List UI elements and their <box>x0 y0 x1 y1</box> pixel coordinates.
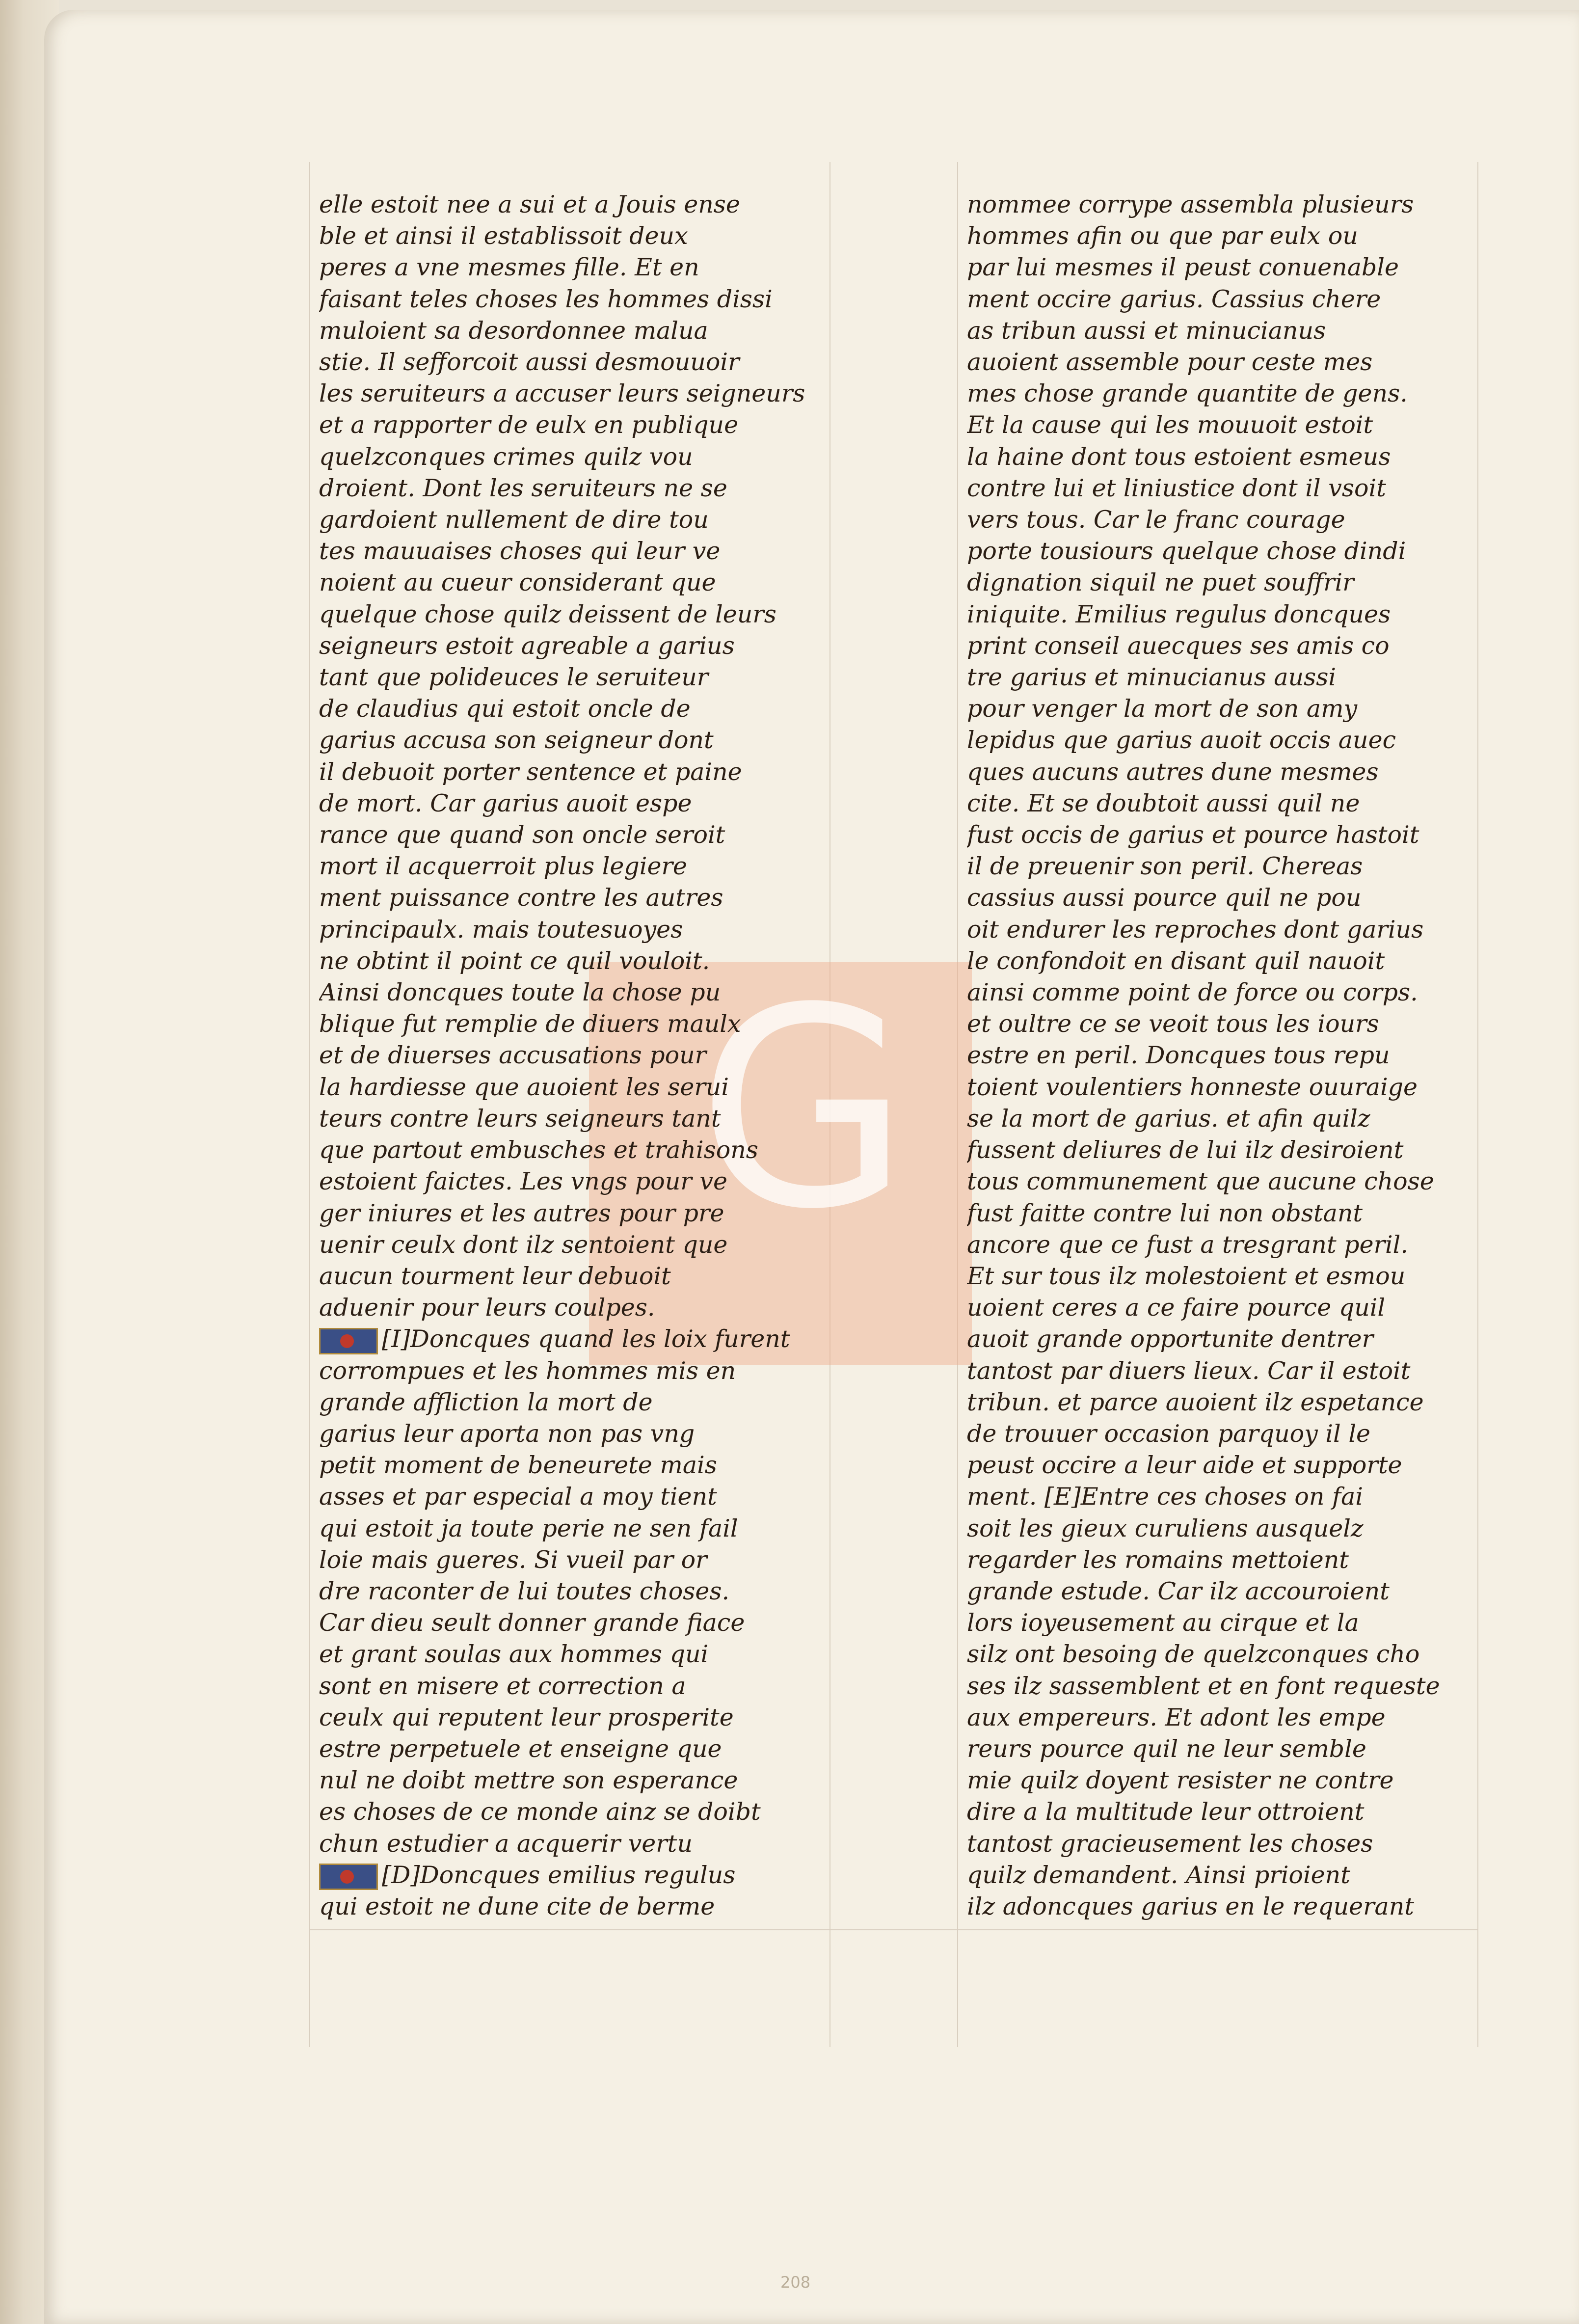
text-line <box>967 252 1482 283</box>
text-line-content: regarder les romains mettoient <box>967 1545 1349 1574</box>
text-line-content: ancore que ce fust a tresgrant peril. <box>967 1230 1408 1259</box>
text-line <box>967 1576 1482 1607</box>
illuminated-initial <box>319 1328 378 1354</box>
text-line-content: stie. Il sefforcoit aussi desmouuoir <box>319 348 740 377</box>
text-line <box>319 1261 834 1292</box>
text-line-content: la haine dont tous estoient esmeus <box>967 442 1391 471</box>
text-line <box>319 1292 834 1324</box>
text-line <box>319 315 834 347</box>
text-line-content: le confondoit en disant quil nauoit <box>967 946 1385 975</box>
text-line <box>967 914 1482 946</box>
text-column-left <box>319 189 834 1922</box>
text-line <box>967 1607 1482 1639</box>
text-line-content: et grant soulas aux hommes qui <box>319 1640 709 1669</box>
text-line-content: fust faitte contre lui non obstant <box>967 1199 1363 1227</box>
text-line-content: ger iniures et les autres pour pre <box>319 1199 724 1227</box>
watermark-glyph: G <box>697 949 910 1270</box>
text-line-content: estoient faictes. Les vngs pour ve <box>319 1167 727 1196</box>
text-line <box>967 347 1482 378</box>
text-line-content: que partout embusches et trahisons <box>319 1136 758 1164</box>
text-line <box>319 1702 834 1733</box>
text-line <box>967 1860 1482 1891</box>
text-line-content: les seruiteurs a accuser leurs seigneurs <box>319 379 805 408</box>
text-line-content: garius accusa son seigneur dont <box>319 726 714 755</box>
text-line-content: dre raconter de lui toutes choses. <box>319 1577 730 1605</box>
text-line-content: dire a la multitude leur ottroient <box>967 1798 1365 1826</box>
text-line-content: estre en peril. Doncques tous repu <box>967 1041 1390 1070</box>
text-line-content: teurs contre leurs seigneurs tant <box>319 1104 721 1133</box>
text-line-content: porte tousiours quelque chose dindi <box>967 537 1406 566</box>
text-line <box>967 1796 1482 1828</box>
text-line-content: noient au cueur considerant que <box>319 568 716 597</box>
text-line <box>967 567 1482 598</box>
text-line <box>319 914 834 946</box>
text-line <box>967 409 1482 441</box>
text-line-content: aux empereurs. Et adont les empe <box>967 1703 1386 1731</box>
text-line <box>967 1261 1482 1292</box>
text-line <box>967 1198 1482 1229</box>
text-line-content: Car dieu seult donner grande fiace <box>319 1609 745 1637</box>
text-line <box>967 946 1482 977</box>
text-line <box>967 788 1482 819</box>
text-line <box>319 1733 834 1765</box>
text-line-content: ceulx qui reputent leur prosperite <box>319 1703 734 1731</box>
text-line <box>319 977 834 1008</box>
text-line <box>967 1355 1482 1387</box>
text-line-content: cite. Et se doubtoit aussi quil ne <box>967 789 1360 817</box>
text-line-content: vers tous. Car le franc courage <box>967 506 1345 534</box>
text-line <box>967 819 1482 851</box>
text-line-content: blique fut remplie de diuers maulx <box>319 1010 741 1038</box>
text-line <box>967 1166 1482 1197</box>
text-line <box>319 1387 834 1418</box>
text-line-content: lors ioyeusement au cirque et la <box>967 1609 1359 1637</box>
text-line <box>319 220 834 252</box>
text-line <box>967 473 1482 504</box>
text-line <box>319 819 834 851</box>
text-line-content: et a rapporter de eulx en publique <box>319 411 739 439</box>
text-line <box>967 599 1482 630</box>
text-line <box>967 1103 1482 1135</box>
folio-number: 208 <box>780 2273 811 2292</box>
text-line <box>319 1481 834 1513</box>
text-line-content: loie mais gueres. Si vueil par or <box>319 1545 707 1574</box>
text-line-content: ment occire garius. Cassius chere <box>967 285 1381 313</box>
text-line <box>967 441 1482 473</box>
text-line-content: muloient sa desordonnee malua <box>319 316 708 345</box>
text-line <box>319 662 834 693</box>
text-line <box>967 630 1482 662</box>
text-line <box>967 1544 1482 1576</box>
text-line <box>967 1072 1482 1103</box>
text-line <box>967 1513 1482 1544</box>
text-line-content: uenir ceulx dont ilz sentoient que <box>319 1230 728 1259</box>
text-line <box>967 315 1482 347</box>
text-line <box>319 1639 834 1670</box>
text-line-content: silz ont besoing de quelzconques cho <box>967 1640 1420 1669</box>
text-line-content: principaulx. mais toutesuoyes <box>319 915 683 944</box>
text-line-content: chun estudier a acquerir vertu <box>319 1829 693 1858</box>
text-line-content: uoient ceres a ce faire pource quil <box>967 1294 1386 1322</box>
text-line-content: ainsi comme point de force ou corps. <box>967 978 1418 1007</box>
text-line <box>967 1639 1482 1670</box>
text-line <box>319 284 834 315</box>
text-line <box>319 1103 834 1135</box>
text-line <box>967 1135 1482 1166</box>
text-line-content: es choses de ce monde ainz se doibt <box>319 1798 761 1826</box>
text-line-content: et de diuerses accusations pour <box>319 1041 707 1070</box>
text-line-content: quelzconques crimes quilz vou <box>319 442 693 471</box>
text-line-content: gardoient nullement de dire tou <box>319 506 709 534</box>
text-line-content: ques aucuns autres dune mesmes <box>967 757 1379 786</box>
text-line-content: il de preuenir son peril. Chereas <box>967 852 1363 881</box>
text-line-content: garius leur aporta non pas vng <box>319 1419 695 1448</box>
text-line <box>967 220 1482 252</box>
text-line-content: rance que quand son oncle seroit <box>319 821 725 849</box>
text-line-content: mie quilz doyent resister ne contre <box>967 1766 1394 1795</box>
text-line-content: ses ilz sassemblent et en font requeste <box>967 1672 1440 1700</box>
text-line <box>967 504 1482 536</box>
text-line-content: [I]Doncques quand les loix furent <box>382 1325 790 1353</box>
text-line <box>967 1387 1482 1418</box>
text-line <box>319 725 834 756</box>
text-line <box>967 1828 1482 1860</box>
text-line-content: ilz adoncques garius en le requerant <box>967 1892 1415 1920</box>
text-line <box>319 1008 834 1040</box>
text-column-right <box>967 189 1482 1922</box>
text-line-content: cassius aussi pource quil ne pou <box>967 884 1362 912</box>
text-line <box>319 851 834 882</box>
text-line-content: toient voulentiers honneste ouuraige <box>967 1073 1418 1101</box>
text-line <box>967 1008 1482 1040</box>
text-line <box>967 1481 1482 1513</box>
text-line-content: et oultre ce se veoit tous les iours <box>967 1010 1379 1038</box>
ruling-line <box>309 1929 1478 1930</box>
text-line <box>319 1198 834 1229</box>
text-line <box>319 1513 834 1544</box>
text-line <box>319 409 834 441</box>
text-line-content: print conseil auecques ses amis co <box>967 631 1390 660</box>
text-line-content: droient. Dont les seruiteurs ne se <box>319 474 727 502</box>
text-line-content: grande affliction la mort de <box>319 1388 653 1416</box>
illuminated-initial <box>319 1864 378 1890</box>
text-line-content: corrompues et les hommes mis en <box>319 1356 736 1385</box>
text-line <box>967 1292 1482 1324</box>
text-line-content: mes chose grande quantite de gens. <box>967 379 1408 408</box>
text-line <box>967 1702 1482 1733</box>
text-line-content: Et sur tous ilz molestoient et esmou <box>967 1262 1406 1290</box>
text-line <box>319 1544 834 1576</box>
text-line <box>967 662 1482 693</box>
text-line <box>967 189 1482 220</box>
text-line <box>319 1860 834 1891</box>
text-line-content: tribun. et parce auoient ilz espetance <box>967 1388 1424 1416</box>
text-line <box>967 284 1482 315</box>
text-line <box>967 536 1482 567</box>
text-line <box>319 1166 834 1197</box>
text-line <box>967 1040 1482 1071</box>
text-line <box>319 1324 834 1355</box>
text-line <box>319 1450 834 1481</box>
text-line-content: nommee corrype assembla plusieurs <box>967 190 1414 218</box>
text-line-content: iniquite. Emilius regulus doncques <box>967 600 1391 628</box>
text-line-content: asses et par especial a moy tient <box>319 1483 717 1511</box>
text-line <box>319 504 834 536</box>
text-line <box>319 1765 834 1796</box>
text-line-content: ne obtint il point ce quil vouloit. <box>319 946 710 975</box>
text-line <box>319 1671 834 1702</box>
text-line-content: quilz demandent. Ainsi prioient <box>967 1861 1350 1889</box>
text-line <box>319 1072 834 1103</box>
text-line <box>967 1418 1482 1450</box>
text-line-content: Ainsi doncques toute la chose pu <box>319 978 721 1007</box>
text-line-content: pour venger la mort de son amy <box>967 695 1358 723</box>
text-line <box>967 725 1482 756</box>
text-line-content: tre garius et minucianus aussi <box>967 663 1337 692</box>
text-line-content: peust occire a leur aide et supporte <box>967 1451 1402 1480</box>
text-line-content: quelque chose quilz deissent de leurs <box>319 600 776 628</box>
text-line <box>319 788 834 819</box>
text-line <box>967 851 1482 882</box>
ruling-line <box>309 162 310 2047</box>
text-line-content: de mort. Car garius auoit espe <box>319 789 692 817</box>
text-line-content: hommes afin ou que par eulx ou <box>967 222 1358 250</box>
text-line-content: dignation siquil ne puet souffrir <box>967 568 1354 597</box>
text-line <box>967 977 1482 1008</box>
text-line <box>967 1891 1482 1922</box>
text-line <box>319 1891 834 1922</box>
text-line <box>319 441 834 473</box>
text-line-content: reurs pource quil ne leur semble <box>967 1734 1366 1763</box>
text-line-content: tantost gracieusement les choses <box>967 1829 1373 1858</box>
text-line <box>967 1229 1482 1261</box>
text-line-content: il debuoit porter sentence et paine <box>319 757 742 786</box>
text-line-content: [D]Doncques emilius regulus <box>382 1861 736 1889</box>
text-line-content: la hardiesse que auoient les serui <box>319 1073 729 1101</box>
text-line <box>319 536 834 567</box>
text-line <box>319 599 834 630</box>
text-line <box>319 378 834 409</box>
text-line <box>967 693 1482 725</box>
text-line-content: elle estoit nee a sui et a Jouis ense <box>319 190 740 218</box>
text-line-content: estre perpetuele et enseigne que <box>319 1734 722 1763</box>
text-line-content: petit moment de beneurete mais <box>319 1451 717 1480</box>
text-line <box>319 946 834 977</box>
text-line-content: tantost par diuers lieux. Car il estoit <box>967 1356 1411 1385</box>
text-line <box>319 1607 834 1639</box>
text-line-content: lepidus que garius auoit occis auec <box>967 726 1396 755</box>
text-line-content: de trouuer occasion parquoy il le <box>967 1419 1370 1448</box>
text-line-content: ble et ainsi il establissoit deux <box>319 222 688 250</box>
text-line-content: auoient assemble pour ceste mes <box>967 348 1373 377</box>
text-line-content: auoit grande opportunite dentrer <box>967 1325 1374 1353</box>
text-line <box>967 1324 1482 1355</box>
text-line-content: par lui mesmes il peust conuenable <box>967 253 1399 282</box>
text-line <box>319 567 834 598</box>
text-line <box>967 882 1482 914</box>
text-line <box>319 1355 834 1387</box>
text-line-content: qui estoit ja toute perie ne sen fail <box>319 1514 738 1542</box>
text-line <box>319 882 834 914</box>
text-line <box>967 1671 1482 1702</box>
text-line <box>319 189 834 220</box>
text-line-content: aduenir pour leurs coulpes. <box>319 1294 655 1322</box>
text-line <box>967 1765 1482 1796</box>
text-line-content: mort il acquerroit plus legiere <box>319 852 687 881</box>
text-line-content: soit les gieux curuliens ausquelz <box>967 1514 1364 1542</box>
text-line <box>319 1135 834 1166</box>
text-line <box>319 757 834 788</box>
text-line <box>319 1796 834 1828</box>
text-line <box>319 347 834 378</box>
text-line-content: as tribun aussi et minucianus <box>967 316 1326 345</box>
text-line-content: ment. [E]Entre ces choses on fai <box>967 1483 1364 1511</box>
text-line-content: fust occis de garius et pource hastoit <box>967 821 1419 849</box>
text-line <box>319 693 834 725</box>
text-line-content: seigneurs estoit agreable a garius <box>319 631 735 660</box>
text-line <box>967 1733 1482 1765</box>
text-line-content: contre lui et liniustice dont il vsoit <box>967 474 1386 502</box>
text-line-content: fussent deliures de lui ilz desiroient <box>967 1136 1404 1164</box>
text-line <box>319 1418 834 1450</box>
text-line <box>319 473 834 504</box>
text-line <box>319 1576 834 1607</box>
text-line <box>967 757 1482 788</box>
text-line-content: grande estude. Car ilz accouroient <box>967 1577 1390 1605</box>
text-line <box>319 1828 834 1860</box>
text-line-content: ment puissance contre les autres <box>319 884 723 912</box>
text-line-content: peres a vne mesmes fille. Et en <box>319 253 699 282</box>
text-line <box>319 252 834 283</box>
text-line <box>319 630 834 662</box>
text-line <box>319 1229 834 1261</box>
text-line-content: de claudius qui estoit oncle de <box>319 695 691 723</box>
text-line-content: faisant teles choses les hommes dissi <box>319 285 773 313</box>
text-line-content: qui estoit ne dune cite de berme <box>319 1892 715 1920</box>
text-line-content: sont en misere et correction a <box>319 1672 686 1700</box>
text-line <box>967 378 1482 409</box>
text-line-content: oit endurer les reproches dont garius <box>967 915 1424 944</box>
text-line-content: Et la cause qui les mouuoit estoit <box>967 411 1373 439</box>
text-line-content: aucun tourment leur debuoit <box>319 1262 671 1290</box>
text-line <box>967 1450 1482 1481</box>
text-line <box>319 1040 834 1071</box>
text-line-content: tant que polideuces le seruiteur <box>319 663 709 692</box>
text-line-content: tes mauuaises choses qui leur ve <box>319 537 721 566</box>
text-line-content: tous communement que aucune chose <box>967 1167 1434 1196</box>
text-line-content: se la mort de garius. et afin quilz <box>967 1104 1370 1133</box>
text-line-content: nul ne doibt mettre son esperance <box>319 1766 738 1795</box>
